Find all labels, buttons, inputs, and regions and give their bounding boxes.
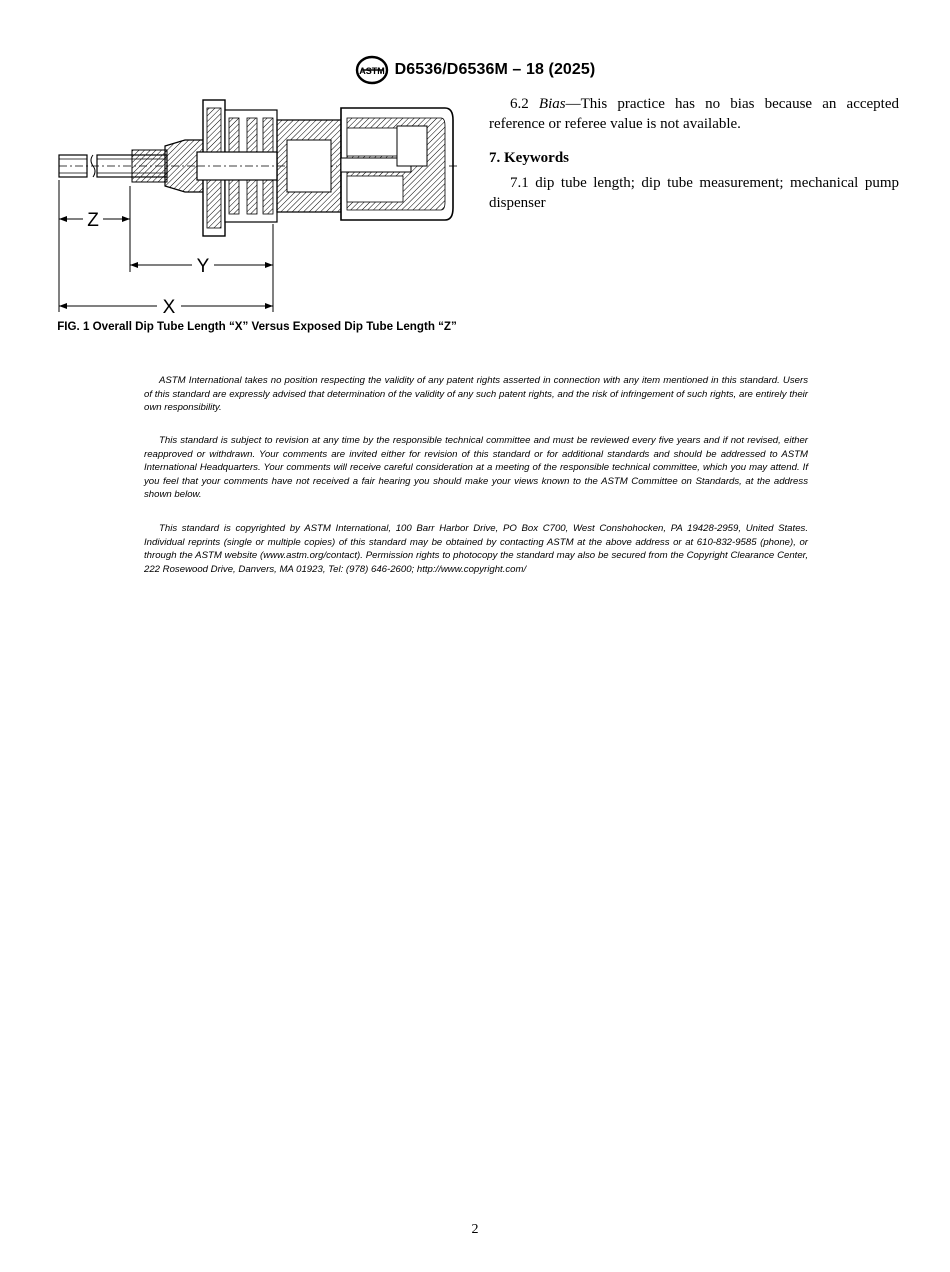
bias-term: Bias bbox=[538, 96, 566, 112]
astm-logo-icon bbox=[355, 55, 389, 85]
section-6-2-number: 6.2 bbox=[510, 96, 529, 112]
label-z: Z bbox=[87, 210, 99, 231]
page-number: 2 bbox=[471, 1222, 479, 1237]
copyright-notice: This standard is copyrighted by ASTM International, 100 Barr Harbor Drive, PO Box C700, West Conshohocken, PA 19428-2959, United States. Individual reprints (single or multiple copies) of this standard may be obtained by contacting ASTM at the above address or at 610-832-9585 (phone), or through the ASTM website (www.astm.org/contact). Permission rights to photocopy the standard may also be secured from the Copyright Clearance Center, 222 Rosewood Drive, Danvers, MA 01923, Tel: (978) 646-2600; http://www.copyright.com/ bbox=[144, 523, 808, 575]
bias-text: —This practice has no bias because an accepted reference or referee value is not available. bbox=[489, 96, 899, 132]
section-7-1: 7.1 dip tube length; dip tube measurement; mechanical pump dispenser bbox=[489, 175, 899, 211]
logo-text: ASTM bbox=[358, 66, 385, 76]
patent-notice: ASTM International takes no position respecting the validity of any patent rights asserted in connection with any item mentioned in this standard. Users of this standard are expressly advised that determination of the validity of any such patent rights, and the risk of infringement of such rights, are entirely their own responsibility. bbox=[144, 375, 808, 414]
page-header bbox=[0, 56, 950, 84]
pump-body bbox=[132, 100, 457, 236]
figure-caption: FIG. 1 Overall Dip Tube Length “X” Versus Exposed Dip Tube Length “Z” bbox=[57, 320, 457, 333]
section-6-2 bbox=[489, 94, 899, 134]
revision-notice: This standard is subject to revision at any time by the responsible technical committee and must be reviewed every five years and if not revised, either reapproved or withdrawn. Your comments are invited either for revision of this standard or for additional standards and should be addressed to ASTM International Headquarters. Your comments will receive careful consideration at a meeting of the responsible technical committee, which you may attend. If you feel that your comments have not received a fair hearing you should make your views known to the ASTM Committee on Standards, at the address shown below. bbox=[144, 435, 808, 501]
keywords-heading: 7. Keywords bbox=[489, 150, 569, 166]
standard-designation: D6536/D6536M – 18 (2025) bbox=[394, 61, 596, 78]
label-x: X bbox=[162, 297, 176, 316]
right-column bbox=[489, 94, 899, 213]
dip-tube-figure bbox=[57, 96, 457, 316]
label-y: Y bbox=[196, 256, 210, 277]
